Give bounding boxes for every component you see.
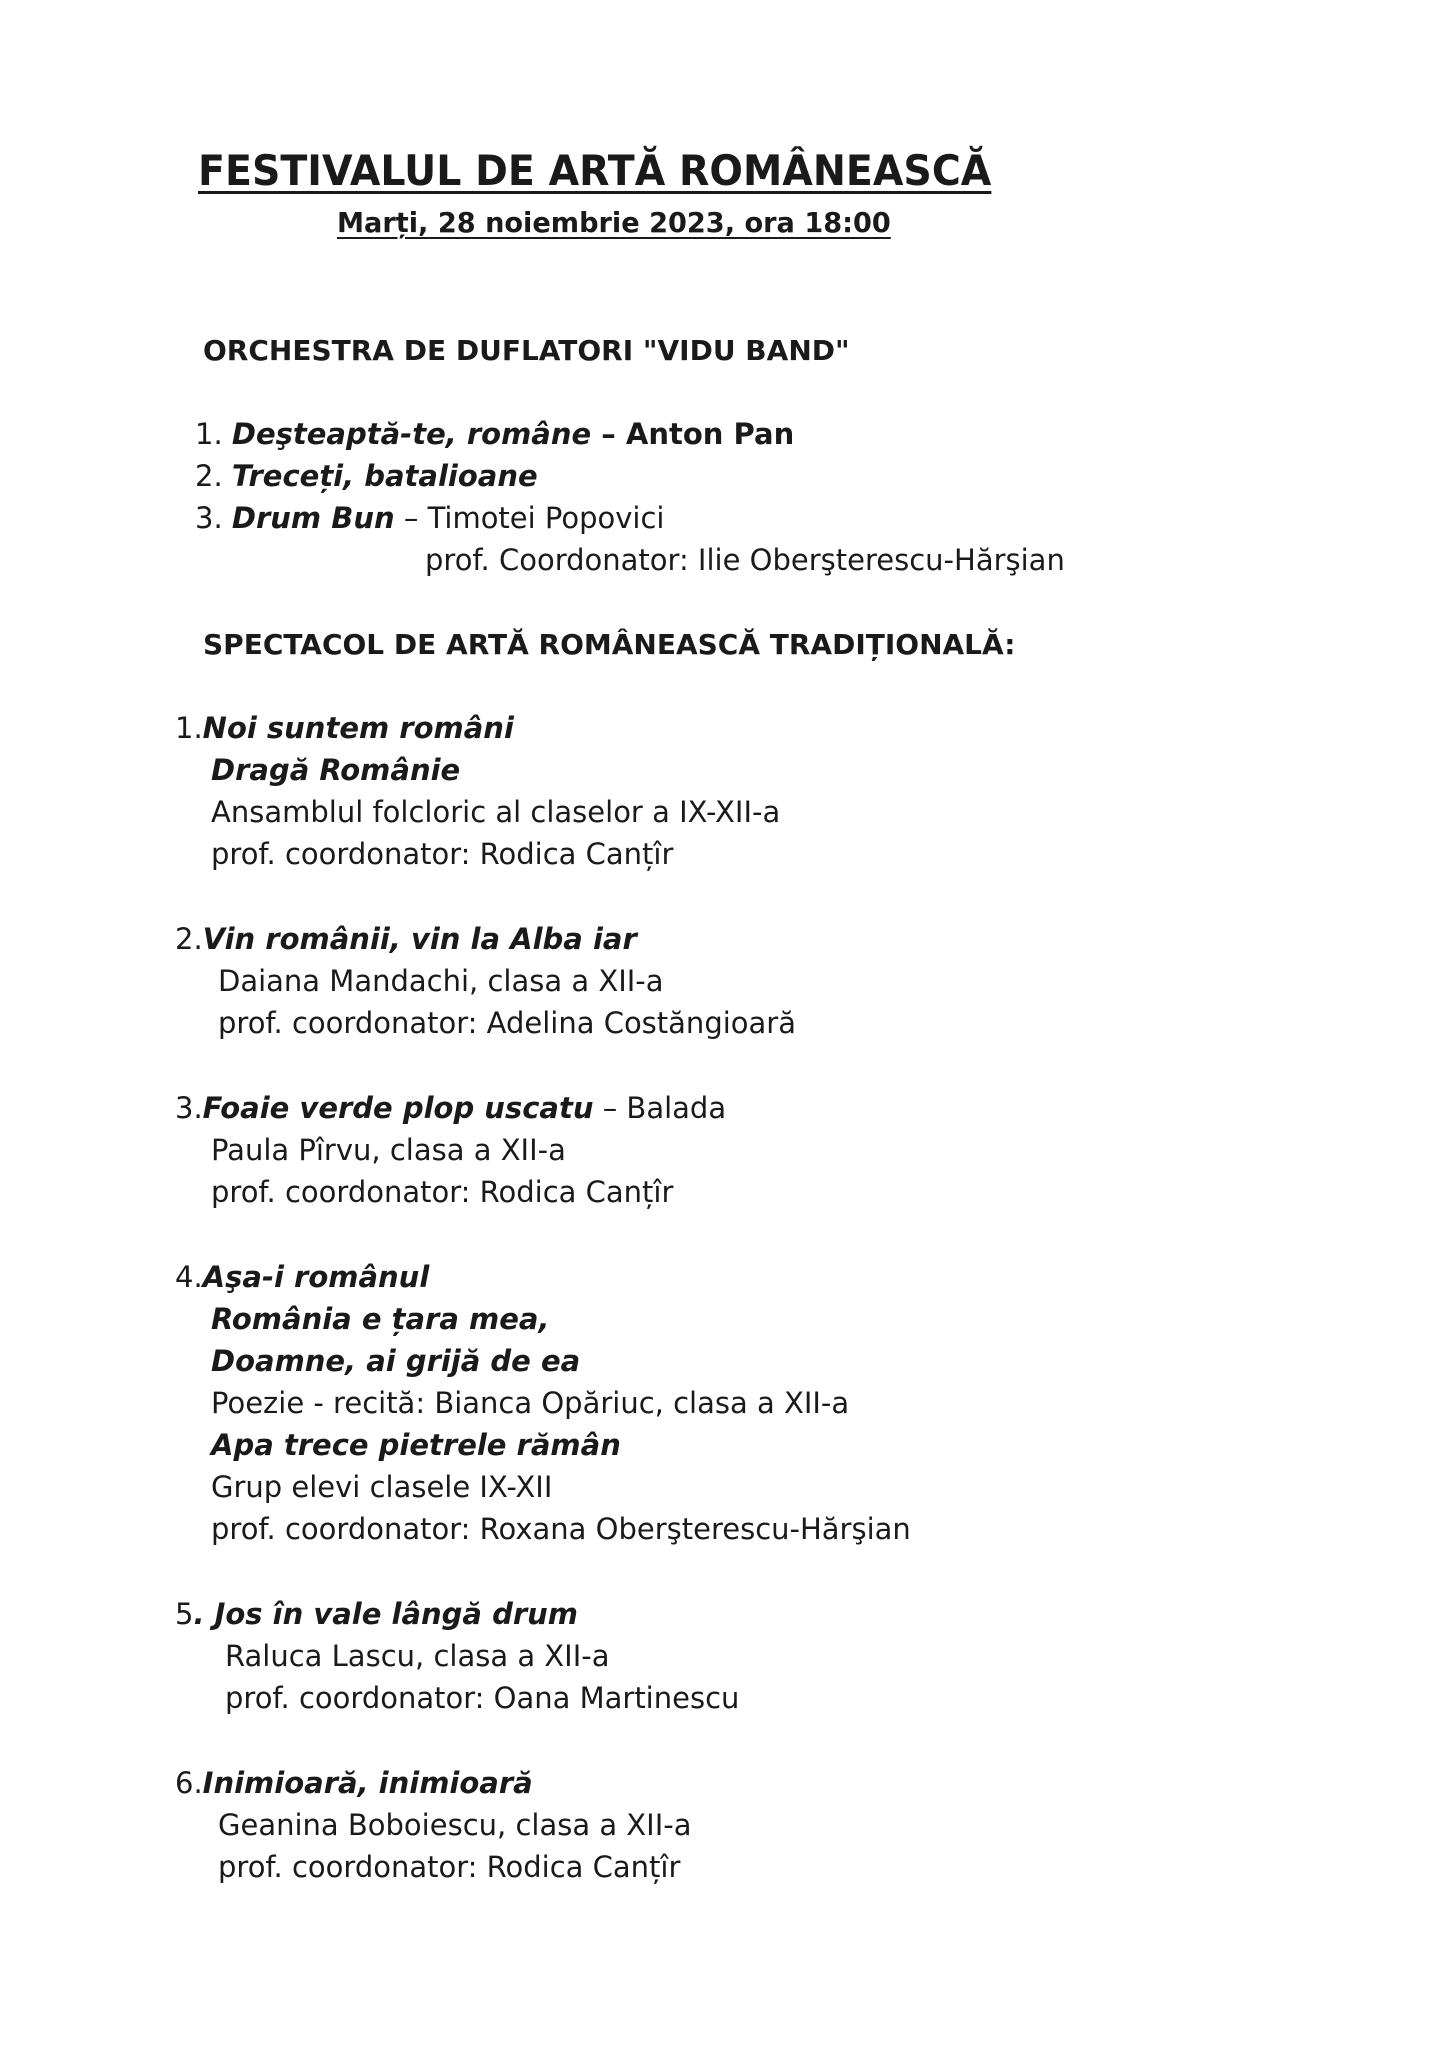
song-title: Deşteaptă-te, române — [231, 417, 592, 451]
song-title: Vin românii, vin la Alba iar — [202, 922, 637, 956]
coordinator: prof. coordonator: Roxana Oberşterescu-Hărşian — [211, 1512, 911, 1546]
song-title: Noi suntem români — [202, 711, 514, 745]
song-note: Balada — [626, 1091, 727, 1125]
song-title-2: România e țara mea, — [211, 1302, 550, 1336]
coordinator: prof. coordonator: Oana Martinescu — [225, 1681, 740, 1715]
orchestra-heading: ORCHESTRA DE DUFLATORI "VIDU BAND" — [203, 334, 850, 367]
spectacol-item-5 — [175, 1593, 578, 1635]
separator: – — [394, 501, 428, 535]
orchestra-coordinator: prof. Coordonator: Ilie Oberşterescu-Hărşian — [425, 543, 1065, 577]
item-number: 3. — [175, 1091, 203, 1125]
coordinator: prof. coordonator: Rodica Canțîr — [211, 837, 674, 871]
item-number: 1. — [195, 417, 223, 451]
item-number: 1. — [175, 711, 203, 745]
performer: Paula Pîrvu, clasa a XII-a — [211, 1133, 566, 1167]
performer: Grup elevi clasele IX-XII — [211, 1470, 553, 1504]
song-title: . Jos în vale lângă drum — [193, 1597, 579, 1631]
spectacol-item-2 — [175, 918, 637, 960]
song-title: Aşa-i românul — [202, 1260, 430, 1294]
song-title: Drum Bun — [231, 501, 395, 535]
page-title: FESTIVALUL DE ARTĂ ROMÂNEASCĂ — [198, 146, 992, 195]
performer: Geanina Boboiescu, clasa a XII-a — [218, 1808, 692, 1842]
song-title: Treceți, batalioane — [231, 459, 538, 493]
orchestra-item-2 — [195, 455, 538, 497]
song-title-3: Doamne, ai grijă de ea — [211, 1344, 581, 1378]
spectacol-item-4 — [175, 1256, 429, 1298]
item-number: 3. — [195, 501, 223, 535]
coordinator: prof. coordonator: Adelina Costăngioară — [218, 1006, 796, 1040]
coordinator: prof. coordonator: Rodica Canțîr — [211, 1175, 674, 1209]
item-number: 4. — [175, 1260, 203, 1294]
song-title-2: Dragă Românie — [211, 753, 461, 787]
song-title-4: Apa trece pietrele rămân — [211, 1428, 621, 1462]
song-author: Anton Pan — [625, 417, 795, 451]
performer: Daiana Mandachi, clasa a XII-a — [218, 964, 664, 998]
item-number: 6. — [175, 1766, 203, 1800]
spectacol-item-3 — [175, 1087, 726, 1129]
spectacol-heading: SPECTACOL DE ARTĂ ROMÂNEASCĂ TRADIȚIONALĂ: — [203, 628, 1016, 661]
separator: – — [593, 1091, 627, 1125]
item-number: 2. — [175, 922, 203, 956]
separator: – — [591, 417, 626, 451]
song-author: Timotei Popovici — [427, 501, 665, 535]
song-title: Foaie verde plop uscatu — [202, 1091, 594, 1125]
orchestra-item-3 — [195, 497, 665, 539]
spectacol-item-1 — [175, 707, 514, 749]
song-title: Inimioară, inimioară — [202, 1766, 533, 1800]
coordinator: prof. coordonator: Rodica Canțîr — [218, 1850, 681, 1884]
event-date: Marți, 28 noiembrie 2023, ora 18:00 — [337, 206, 891, 239]
orchestra-item-1 — [195, 413, 794, 455]
spectacol-item-6 — [175, 1762, 533, 1804]
item-number: 2. — [195, 459, 223, 493]
performer: Ansamblul folcloric al claselor a IX-XII-a — [211, 795, 781, 829]
performer: Raluca Lascu, clasa a XII-a — [225, 1639, 610, 1673]
poem-performer: Poezie - recită: Bianca Opăriuc, clasa a XII-a — [211, 1386, 850, 1420]
item-number: 5 — [175, 1597, 194, 1631]
